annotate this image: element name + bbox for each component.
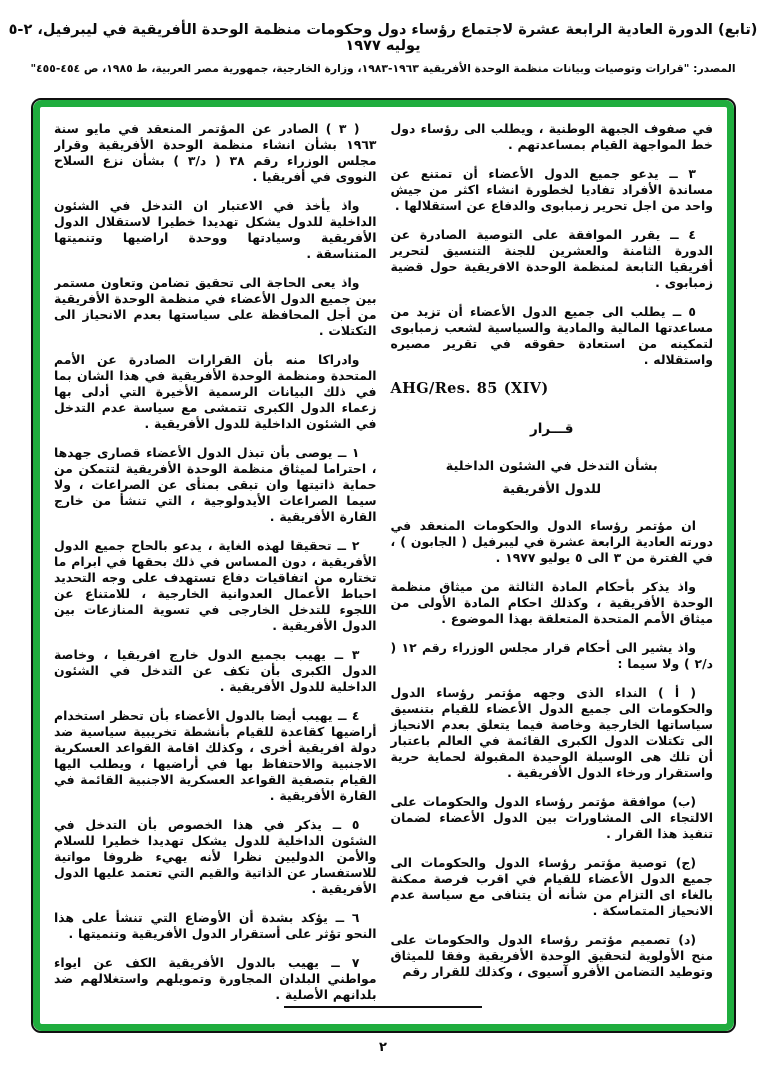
paragraph: ٢ ــ تحقيقا لهذه الغاية ، يدعو بالحاح جميع الدول الأفريقية ، دون المساس في ذلك بحقها في ابرام ما تختاره من اتفاقيات دفاع تستهدف على وجه التحديد احباط الأعمال العدوانية الخارجية ، للامتناع عن اللجوء للتدخل الخارجى في تسوية المنازعات بين الدول الأفريقية .	[54, 538, 377, 633]
paragraph: (ب) موافقة مؤتمر رؤساء الدول والحكومات على الالتجاء الى المشاورات بين الدول الأعضاء لضمان تنفيذ هذا القرار .	[390, 794, 713, 841]
paragraph: واذ يعى الحاجة الى تحقيق تضامن وتعاون مستمر بين جميع الدول الأعضاء في منظمة الوحدة الأفريقية من أجل المحافظة على سياستها بعدم الانحياز الى التكتلات .	[54, 275, 377, 338]
paragraph: (د) تصميم مؤتمر رؤساء الدول والحكومات على منح الأولوية لتحقيق الوحدة الأفريقية وفقا للميثاق وتوطيد التضامن الأفرو آسيوى ، وكذلك للقرار رقم	[390, 932, 713, 979]
footnote-separator	[284, 1006, 482, 1008]
paragraph: ١ ــ يوصى بأن تبذل الدول الأعضاء قصارى جهدها ، احتراما لميثاق منظمة الوحدة الأفريقية لتتمكن من حماية ذاتيتها وان تبقى بمنأى عن الصراعات ، ولا سيما الصراعات الأيدولوجية ، التي تنشأ من خارج القارة الأفريقية .	[54, 445, 377, 524]
source-citation: المصدر: "قرارات وتوصيات وبيانات منظمة الوحدة الأفريقية ١٩٦٣-١٩٨٣، وزارة الخارجية، جمهورية مصر العربية، ط ١٩٨٥، ص ٤٥٤-٤٥٥"	[30, 62, 736, 75]
paragraph: ٣ ــ يهيب بجميع الدول خارج افريقيا ، وخاصة الدول الكبرى بأن تكف عن التدخل في الشئون الداخلية للدول الأفريقية .	[54, 647, 377, 694]
page-number: ٢	[379, 1040, 387, 1055]
resolution-heading: قـــرار	[530, 421, 574, 437]
page-content	[54, 121, 713, 1013]
paragraph: ٤ ــ يقرر الموافقة على التوصية الصادرة عن الدورة الثامنة والعشرين للجنة التنسيق لتحرير أفريقيا التابعة لمنظمة الوحدة الافريقية حول قضية زمبابوى .	[390, 227, 713, 290]
paragraph: ٥ ــ يطلب الى جميع الدول الأعضاء أن تزيد من مساعدتها المالية والمادية والسياسية لشعب زمبابوى لتمكينه من استعادة حقوقه في تقرير مصيره واستقلاله .	[390, 304, 713, 367]
paragraph: واذ يشير الى أحكام قرار مجلس الوزراء رقم ١٢ ( د/٢ ) ولا سيما :	[390, 640, 713, 671]
paragraph: ٥ ــ يذكر في هذا الخصوص بأن التدخل في الشئون الداخلية للدول يشكل تهديدا خطيرا للسلام والأمن الدوليين نظرا لأنه يهيء ظروفا مواتية للاستفسار عن الذاتية والقيم التي تعتمد عليها الدول الأفريقية .	[54, 817, 377, 896]
column-left	[54, 121, 377, 1013]
column-right	[391, 121, 714, 1013]
paragraph: وادراكا منه بأن القرارات الصادرة عن الأمم المتحدة ومنظمة الوحدة الأفريقية في هذا الشان بما في ذلك البيانات الرسمية الأخيرة التي أدلى بها زعماء الدول الكبرى تتمشى مع سياسة عدم التدخل في الشئون الداخلية للدول الأفريقية .	[54, 352, 377, 431]
paragraph: واذ يأخذ في الاعتبار ان التدخل في الشئون الداخلية للدول يشكل تهديدا خطيرا لاستقلال الدول الأفريقية وسيادتها ووحدة اراضيها وتنميتها المتناسقة .	[54, 198, 377, 261]
resolution-heading: بشأن التدخل في الشئون الداخلية	[445, 459, 658, 474]
paragraph: ٣ ــ يدعو جميع الدول الأعضاء أن تمتنع عن مساندة الأفراد تفاديا لخطورة انشاء اكثر من جيش واحد من اجل تحرير زمبابوى والدفاع عن استقلالها .	[390, 166, 713, 213]
resolution-code: AHG/Res. 85 (XIV)	[390, 380, 549, 397]
paragraph: واذ يذكر بأحكام المادة الثالثة من ميثاق منظمة الوحدة الأفريقية ، وكذلك احكام المادة الأولى من ميثاق الأمم المتحدة المتعلقة بهذا الموضوع .	[390, 579, 713, 626]
source-header	[0, 22, 766, 75]
paragraph: (ج) توصية مؤتمر رؤساء الدول والحكومات الى جميع الدول الأعضاء للقيام في اقرب فرصة ممكنة بالغاء اى التزام من شأنه أن يتنافى مع سياسة عدم الانحياز المتماسكة .	[390, 855, 713, 918]
paragraph: ٦ ــ يؤكد بشدة أن الأوضاع التي تنشأ على هذا النحو تؤثر على أستقرار الدول الأفريقية وتنميتها .	[54, 910, 377, 941]
paragraph: ( ٣ ) الصادر عن المؤتمر المنعقد في مايو سنة ١٩٦٣ بشأن انشاء منظمة الوحدة الأفريقية وقرار مجلس الوزراء رقم ٣٨ ( د/٣ ) بشأن نزع السلاح النووى في أفريقيا .	[54, 121, 377, 184]
scanned-page	[31, 98, 736, 1033]
session-title: (تابع) الدورة العادية الرابعة عشرة لاجتماع رؤساء دول وحكومات منظمة الوحدة الأفريقية في ليبرفيل، ٢-٥ يوليه ١٩٧٧	[8, 22, 758, 54]
paragraph: في صفوف الجبهة الوطنية ، ويطلب الى رؤساء دول خط المواجهة القيام بمساعدتهم .	[390, 121, 713, 152]
paragraph: ٤ ــ يهيب أيضا بالدول الأعضاء بأن تحظر استخدام أراضيها كقاعدة للقيام بأنشطة تخريبية سياسية ضد دولة افريقية أخرى ، وكذلك اقامة القواعد العسكرية الاجنبية والاحتفاظ بها في أراضيها ، ويطلب اليها القيام بتصفية القواعد العسكرية الاجنبية القائمة في القارة الأفريقية .	[54, 708, 377, 803]
paragraph: ( أ ) النداء الذى وجهه مؤتمر رؤساء الدول والحكومات الى جميع الدول الأعضاء للقيام بتنسيق سياساتها الخارجية وخاصة فيما يتعلق بعدم الانحياز الى تكتلات الدول الكبرى القائمة في العالم باعتبار أن تلك هى الوسيلة الوحيدة المقبولة لحماية حرية واستقرار ورخاء الدول الأفريقية .	[390, 685, 713, 780]
paragraph: ان مؤتمر رؤساء الدول والحكومات المنعقد في دورته العادية الرابعة عشرة في ليبرفيل ( الجابون ) ، في الفترة من ٣ الى ٥ يوليو ١٩٧٧ .	[390, 518, 713, 565]
resolution-heading: للدول الأفريقية	[502, 482, 602, 497]
paragraph: ٧ ــ يهيب بالدول الأفريقية الكف عن ايواء مواطني البلدان المجاورة وتمويلهم واستغلالهم ضد بلدانهم الأصلية .	[54, 955, 377, 1002]
